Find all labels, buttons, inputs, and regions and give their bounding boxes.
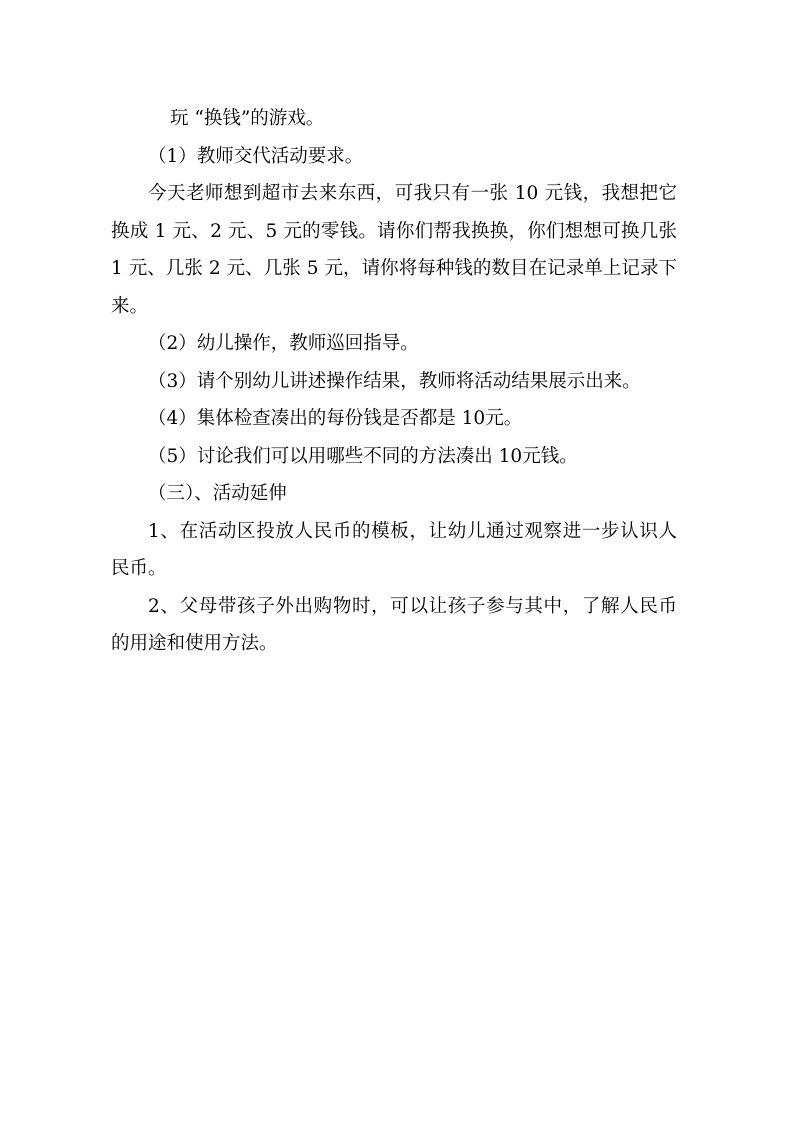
paragraph-step-4: （4）集体检查凑出的每份钱是否都是 10元。 bbox=[148, 408, 523, 429]
paragraph-step-2: （2）幼儿操作，教师巡回指导。 bbox=[148, 333, 419, 354]
paragraph-teacher-speech: 今天老师想到超市去来东西，可我只有一张 10 元钱，我想把它换成 1 元、2 元、5 元的零钱。请你们帮我换换，你们想想可换几张 1 元、几张 2 元、几张 5 元，请你将每种钱的数目在记录单上记录下来。 bbox=[111, 183, 677, 317]
section-heading-extension: （三）、活动延伸 bbox=[148, 483, 287, 504]
paragraph-step-5: （5）讨论我们可以用哪些不同的方法凑出 10元钱。 bbox=[148, 445, 578, 467]
paragraph-game-title: 玩 “换钱”的游戏。 bbox=[170, 108, 325, 129]
paragraph-step-1: （1）教师交代活动要求。 bbox=[148, 145, 364, 167]
paragraph-extension-1: 1、在活动区投放人民币的模板，让幼儿通过观察进一步认识人民币。 bbox=[111, 520, 677, 579]
paragraph-extension-2: 2、父母带孩子外出购物时，可以让孩子参与其中，了解人民币的用途和使用方法。 bbox=[111, 595, 677, 654]
document-body bbox=[111, 100, 677, 663]
paragraph-step-3: （3）请个别幼儿讲述操作结果，教师将活动结果展示出来。 bbox=[148, 370, 641, 392]
